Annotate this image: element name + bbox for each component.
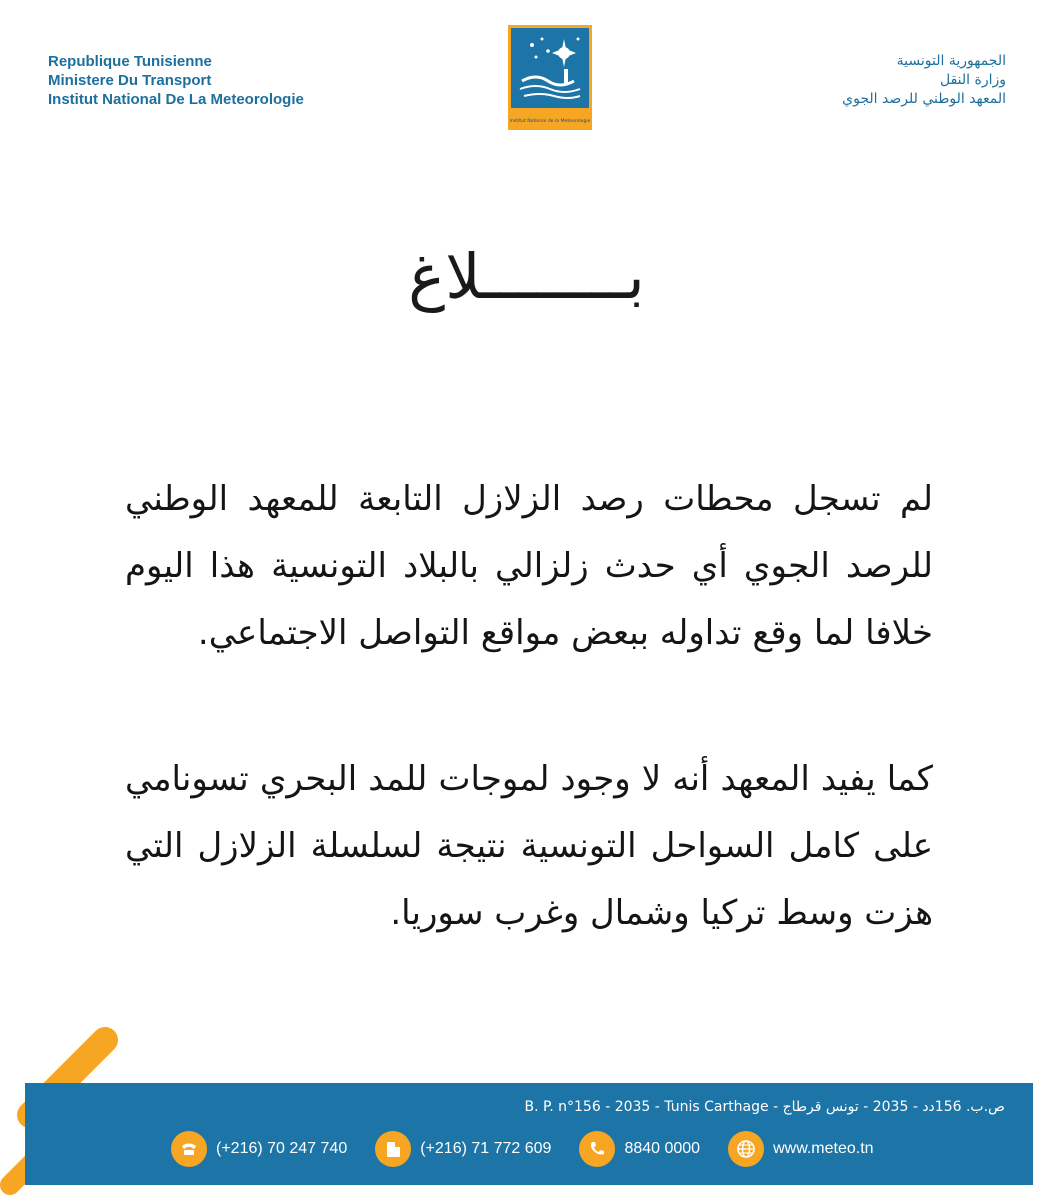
footer-bar	[25, 1083, 1033, 1185]
header-french	[48, 52, 304, 109]
header-ar-line-2: وزارة النقل	[939, 72, 1006, 88]
hotline-icon	[579, 1131, 615, 1167]
globe-icon	[728, 1131, 764, 1167]
fax-number: (+216) 71 772 609	[420, 1140, 552, 1157]
phone-icon	[171, 1131, 207, 1167]
footer-contacts	[171, 1129, 1013, 1169]
paragraph-1: لم تسجل محطات رصد الزلازل التابعة للمعهد الوطني للرصد الجوي أي حدث زلزالي بالبلاد التونسية هذا اليوم خلافا لما وقع تداوله ببعض مواقع التواصل الاجتماعي.	[125, 479, 933, 653]
contact-hotline	[579, 1131, 700, 1167]
announcement-title: بــــــــلاغ	[408, 240, 645, 313]
paragraph-2: كما يفيد المعهد أنه لا وجود لموجات للمد البحري تسونامي على كامل السواحل التونسية نتيجة لسلسلة الزلازل التي هزت وسط تركيا وشمال وغرب سوريا.	[125, 759, 933, 933]
contact-website[interactable]	[728, 1131, 873, 1167]
footer-address: B. P. n°156 - 2035 - Tunis Carthage - ص.ب. 156دد - 2035 - تونس قرطاج	[524, 1099, 1005, 1115]
fax-icon	[375, 1131, 411, 1167]
hotline-number: 8840 0000	[624, 1140, 701, 1157]
header-fr-line-1: Republique Tunisienne	[48, 53, 212, 70]
logo-caption: Institut National de la Meteorologie	[509, 119, 591, 124]
contact-phone	[171, 1131, 347, 1167]
header-fr-line-3: Institut National De La Meteorologie	[48, 91, 304, 108]
contact-fax	[375, 1131, 551, 1167]
institute-logo	[508, 25, 592, 130]
header-ar-line-1: الجمهورية التونسية	[896, 53, 1006, 69]
phone-number: (+216) 70 247 740	[216, 1140, 348, 1157]
header-ar-line-3: المعهد الوطني للرصد الجوي	[842, 91, 1006, 107]
website-link[interactable]: www.meteo.tn	[773, 1140, 874, 1157]
header-arabic	[842, 52, 1006, 109]
header-fr-line-2: Ministere Du Transport	[48, 72, 212, 89]
